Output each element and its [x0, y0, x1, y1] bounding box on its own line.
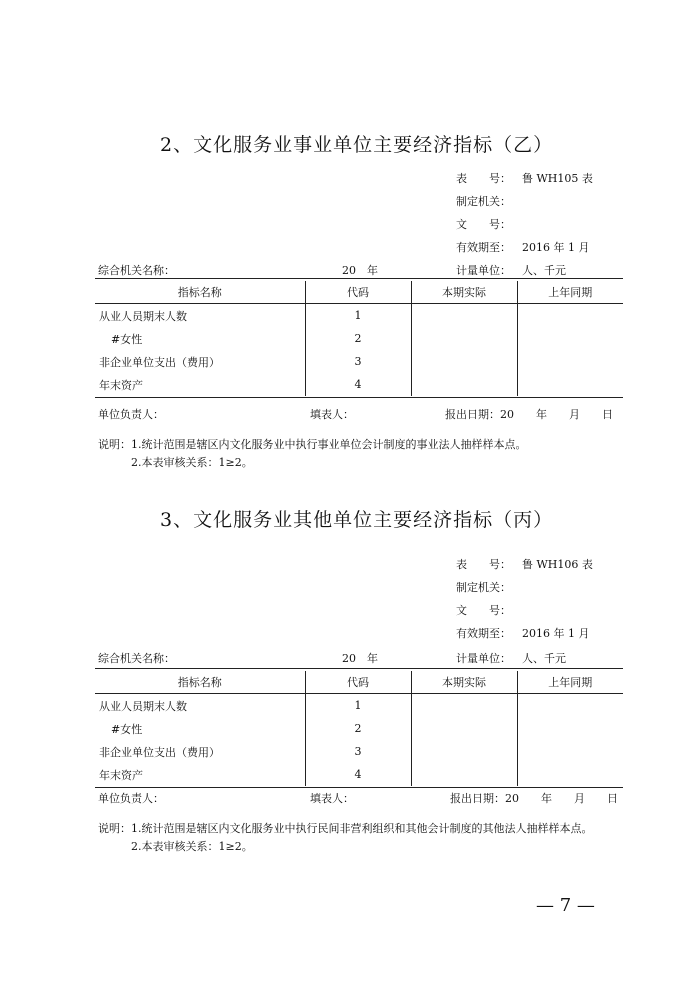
note-line-2: 2.本表审核关系：1≥2。 — [131, 456, 253, 469]
report-date-label: 报出日期：20 年 月 日 — [450, 792, 618, 805]
note-line-1: 说明：1.统计范围是辖区内文化服务业中执行事业单位会计制度的事业法人抽样样本点。 — [98, 438, 527, 451]
unit-value: 人、千元 — [522, 652, 566, 665]
row-name: 从业人员期末人数 — [99, 699, 187, 713]
report-date-label: 报出日期：20 年 月 日 — [445, 408, 613, 421]
filler-label: 填表人： — [310, 792, 354, 805]
row-current-cell[interactable] — [411, 350, 517, 373]
row-code: 4 — [305, 373, 411, 396]
row-last-year-cell[interactable] — [517, 304, 623, 328]
row-last-year-cell[interactable] — [517, 327, 623, 350]
org-name-label: 综合机关名称： — [98, 264, 175, 277]
row-name: 非企业单位支出（费用） — [99, 355, 220, 369]
row-current-cell[interactable] — [411, 694, 517, 718]
filler-label: 填表人： — [310, 408, 354, 421]
responsible-person-label: 单位负责人： — [98, 792, 164, 805]
table-no-label: 表 号： — [456, 558, 511, 571]
column-header-current: 本期实际 — [411, 281, 517, 304]
table-row — [95, 717, 623, 740]
row-name: #女性 — [111, 332, 143, 346]
indicator-table — [95, 281, 623, 396]
row-last-year-cell[interactable] — [517, 740, 623, 763]
responsible-person-label: 单位负责人： — [98, 408, 164, 421]
table-bottom-rule — [95, 397, 623, 398]
table-row — [95, 763, 623, 786]
valid-until-label: 有效期至： — [456, 241, 511, 254]
org-name-label: 综合机关名称： — [98, 652, 175, 665]
column-header-code: 代码 — [305, 281, 411, 304]
table-row — [95, 304, 623, 328]
row-current-cell[interactable] — [411, 717, 517, 740]
authority-label: 制定机关： — [456, 581, 511, 594]
indicator-table — [95, 671, 623, 786]
table-header-row — [95, 281, 623, 304]
row-current-cell[interactable] — [411, 327, 517, 350]
column-header-current: 本期实际 — [411, 671, 517, 694]
column-header-last-year: 上年同期 — [517, 281, 623, 304]
row-last-year-cell[interactable] — [517, 373, 623, 396]
row-code: 2 — [305, 327, 411, 350]
section-title: 3、文化服务业其他单位主要经济指标（丙） — [160, 509, 554, 531]
valid-until-label: 有效期至： — [456, 627, 511, 640]
doc-no-label: 文 号： — [456, 604, 511, 617]
row-name: 非企业单位支出（费用） — [99, 745, 220, 759]
row-name: 年末资产 — [99, 768, 143, 782]
row-current-cell[interactable] — [411, 763, 517, 786]
row-code: 3 — [305, 350, 411, 373]
row-code: 2 — [305, 717, 411, 740]
valid-until-value: 2016 年 1 月 — [522, 241, 590, 254]
section-title: 2、文化服务业事业单位主要经济指标（乙） — [160, 134, 554, 156]
row-current-cell[interactable] — [411, 304, 517, 328]
row-name: #女性 — [111, 722, 143, 736]
table-no-label: 表 号： — [456, 172, 511, 185]
column-header-indicator: 指标名称 — [95, 281, 305, 304]
doc-no-label: 文 号： — [456, 218, 511, 231]
row-name: 年末资产 — [99, 378, 143, 392]
unit-value: 人、千元 — [522, 264, 566, 277]
report-year: 20 年 — [342, 652, 378, 665]
row-last-year-cell[interactable] — [517, 694, 623, 718]
valid-until-value: 2016 年 1 月 — [522, 627, 590, 640]
table-row — [95, 373, 623, 396]
report-year: 20 年 — [342, 264, 378, 277]
table-no-value: 鲁 WH106 表 — [522, 558, 593, 571]
table-header-row — [95, 671, 623, 694]
row-last-year-cell[interactable] — [517, 717, 623, 740]
table-row — [95, 327, 623, 350]
table-row — [95, 350, 623, 373]
table-bottom-rule — [95, 787, 623, 788]
table-no-value: 鲁 WH105 表 — [522, 172, 593, 185]
row-code: 4 — [305, 763, 411, 786]
row-last-year-cell[interactable] — [517, 763, 623, 786]
table-row — [95, 694, 623, 718]
page-number: — 7 — — [536, 895, 595, 916]
note-line-1: 说明：1.统计范围是辖区内文化服务业中执行民间非营利组织和其他会计制度的其他法人抽样样本点。 — [98, 822, 593, 835]
table-top-rule — [95, 668, 623, 669]
column-header-last-year: 上年同期 — [517, 671, 623, 694]
table-top-rule — [95, 278, 623, 279]
note-line-2: 2.本表审核关系：1≥2。 — [131, 840, 253, 853]
row-code: 3 — [305, 740, 411, 763]
row-current-cell[interactable] — [411, 373, 517, 396]
row-last-year-cell[interactable] — [517, 350, 623, 373]
row-code: 1 — [305, 304, 411, 328]
row-code: 1 — [305, 694, 411, 718]
unit-label: 计量单位： — [456, 264, 511, 277]
row-name: 从业人员期末人数 — [99, 309, 187, 323]
unit-label: 计量单位： — [456, 652, 511, 665]
column-header-code: 代码 — [305, 671, 411, 694]
authority-label: 制定机关： — [456, 195, 511, 208]
column-header-indicator: 指标名称 — [95, 671, 305, 694]
row-current-cell[interactable] — [411, 740, 517, 763]
table-row — [95, 740, 623, 763]
